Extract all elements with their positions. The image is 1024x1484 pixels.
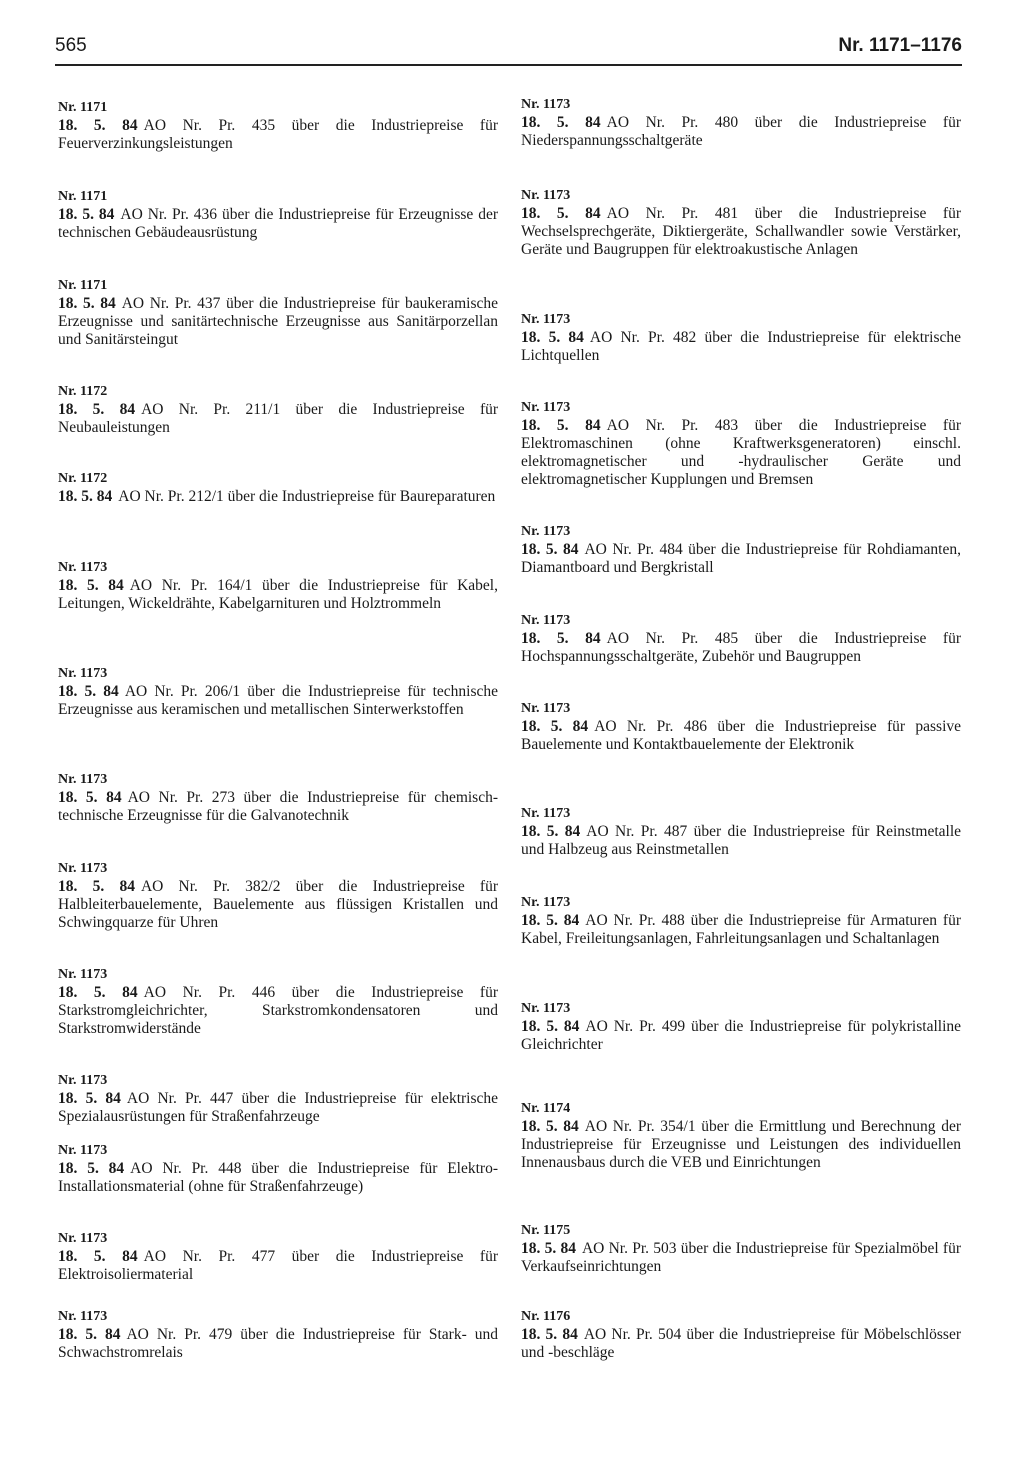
entry-number: Nr. 1173 — [58, 1231, 108, 1246]
entry-number: Nr. 1171 — [58, 189, 108, 204]
entry-text — [58, 577, 498, 613]
entry-date: 18. 5. 84 — [58, 683, 119, 700]
entry-date: 18. 5. 84 — [521, 1018, 580, 1035]
entry-number: Nr. 1174 — [521, 1101, 571, 1116]
entry-date: 18. 5. 84 — [58, 488, 113, 505]
entry-number: Nr. 1172 — [58, 471, 108, 486]
entry-date: 18. 5. 84 — [58, 206, 115, 223]
list-item — [58, 860, 498, 932]
entry-text — [521, 114, 961, 150]
list-item — [58, 559, 498, 613]
entry-title: AO Nr. Pr. 483 über die Industriepreise für Elektromaschinen (ohne Kraftwerksgeneratoren) einschl. elektromagnetischer und -hydraulischer Geräte und elektromagnetischer Kupplungen und Bremsen — [521, 417, 961, 488]
entry-title: AO Nr. Pr. 503 über die Industriepreise für Spezialmöbel für Verkaufseinrichtungen — [521, 1240, 961, 1275]
entry-date: 18. 5. 84 — [521, 205, 601, 222]
entry-text — [521, 1326, 961, 1362]
entry-text — [521, 205, 961, 259]
list-item — [58, 665, 498, 719]
entry-text — [58, 683, 498, 719]
entry-text — [58, 984, 498, 1038]
list-item — [521, 805, 961, 859]
list-item — [521, 894, 961, 948]
list-item — [521, 187, 961, 259]
list-item — [521, 1100, 961, 1172]
list-item — [58, 966, 498, 1038]
entry-number: Nr. 1173 — [521, 613, 571, 628]
entry-text — [58, 401, 498, 437]
entry-text — [58, 789, 498, 825]
entry-title: AO Nr. Pr. 504 über die Industriepreise für Möbelschlösser und -beschläge — [521, 1326, 962, 1361]
list-item — [521, 311, 961, 365]
entry-date: 18. 5. 84 — [58, 1248, 138, 1265]
entry-title: AO Nr. Pr. 211/1 über die Industriepreise für Neubauleistungen — [58, 401, 499, 436]
entry-title: AO Nr. Pr. 488 über die Industriepreise für Armaturen für Kabel, Freileitungsanlagen, Fahrleitungsanlagen und Schaltanlagen — [521, 912, 961, 947]
entry-number: Nr. 1173 — [521, 312, 571, 327]
entry-text — [58, 1326, 498, 1362]
entry-date: 18. 5. 84 — [58, 789, 122, 806]
entry-date: 18. 5. 84 — [521, 417, 601, 434]
entry-title: AO Nr. Pr. 448 über die Industriepreise für Elektro-Installationsmaterial (ohne für Straßenfahrzeuge) — [58, 1160, 498, 1195]
entry-date: 18. 5. 84 — [58, 401, 136, 418]
list-item — [58, 470, 498, 506]
entry-date: 18. 5. 84 — [521, 823, 581, 840]
entry-title: AO Nr. Pr. 482 über die Industriepreise für elektrische Lichtquellen — [521, 329, 962, 364]
entry-text — [58, 1248, 498, 1284]
entry-date: 18. 5. 84 — [521, 1326, 578, 1343]
entry-number: Nr. 1171 — [58, 278, 108, 293]
entry-text — [521, 329, 961, 365]
list-item — [521, 523, 961, 577]
entry-title: AO Nr. Pr. 212/1 über die Industriepreise für Baureparaturen — [118, 488, 496, 505]
list-item — [58, 188, 498, 242]
list-item — [521, 700, 961, 754]
entry-date: 18. 5. 84 — [58, 1090, 121, 1107]
list-item — [58, 1308, 498, 1362]
entry-text — [521, 912, 961, 948]
list-item — [521, 1000, 961, 1054]
entry-number: Nr. 1172 — [58, 384, 108, 399]
entry-date: 18. 5. 84 — [58, 984, 138, 1001]
entry-title: AO Nr. Pr. 437 über die Industriepreise für baukeramische Erzeugnisse und sanitärtechnische Erzeugnisse aus Sanitärporzellan und Sanitärsteingut — [58, 295, 498, 348]
entry-text — [58, 295, 498, 349]
list-item — [521, 1222, 961, 1276]
entry-number: Nr. 1176 — [521, 1309, 571, 1324]
entry-number: Nr. 1173 — [521, 188, 571, 203]
entry-number: Nr. 1173 — [58, 560, 108, 575]
entry-number: Nr. 1173 — [521, 701, 571, 716]
entry-text — [521, 1118, 961, 1172]
entry-number: Nr. 1173 — [521, 1001, 571, 1016]
entry-title: AO Nr. Pr. 481 über die Industriepreise für Wechselsprechgeräte, Diktiergeräte, Schallwandler sowie Verstärker, Geräte und Baugruppen für elektroakustische Anlagen — [521, 205, 961, 258]
entry-date: 18. 5. 84 — [58, 878, 135, 895]
entry-title: AO Nr. Pr. 435 über die Industriepreise für Feuerverzinkungsleistungen — [58, 117, 498, 152]
entry-title: AO Nr. Pr. 484 über die Industriepreise für Rohdiamanten, Diamantboard und Bergkristall — [521, 541, 961, 576]
entry-number: Nr. 1173 — [58, 967, 108, 982]
entry-text — [521, 1018, 961, 1054]
entry-title: AO Nr. Pr. 485 über die Industriepreise für Hochspannungsschaltgeräte, Zubehör und Baugruppen — [521, 630, 961, 665]
entry-date: 18. 5. 84 — [58, 1160, 125, 1177]
entry-title: AO Nr. Pr. 487 über die Industriepreise für Reinstmetalle und Halbzeug aus Reinstmetallen — [521, 823, 962, 858]
entry-number: Nr. 1171 — [58, 100, 108, 115]
entry-text — [521, 417, 961, 489]
list-item — [58, 771, 498, 825]
entry-text — [58, 1160, 498, 1196]
entry-date: 18. 5. 84 — [521, 329, 584, 346]
list-item — [58, 277, 498, 349]
list-item — [521, 612, 961, 666]
entry-number: Nr. 1173 — [58, 666, 108, 681]
entry-number: Nr. 1173 — [521, 97, 571, 112]
entry-number: Nr. 1173 — [58, 1073, 108, 1088]
entry-number: Nr. 1173 — [58, 1143, 108, 1158]
list-item — [58, 1072, 498, 1126]
entry-date: 18. 5. 84 — [521, 1240, 576, 1257]
entry-text — [521, 718, 961, 754]
list-item — [521, 399, 961, 489]
list-item — [58, 1142, 498, 1196]
entry-title: AO Nr. Pr. 354/1 über die Ermittlung und Berechnung der Industriepreise für Erzeugnisse und Leistungen des individuellen Innenausbaus durch die VEB und Einrichtungen — [521, 1118, 961, 1171]
entry-title: AO Nr. Pr. 164/1 über die Industriepreise für Kabel, Leitungen, Wickeldrähte, Kabelgarnituren und Holztrommeln — [58, 577, 498, 612]
entry-date: 18. 5. 84 — [521, 1118, 579, 1135]
entry-number: Nr. 1173 — [521, 806, 571, 821]
entry-range: Nr. 1171–1176 — [838, 35, 962, 56]
entry-number: Nr. 1173 — [58, 772, 108, 787]
entry-number: Nr. 1173 — [58, 1309, 108, 1324]
entry-text — [521, 541, 961, 577]
entry-text — [58, 1090, 498, 1126]
entry-title: AO Nr. Pr. 447 über die Industriepreise für elektrische Spezialausrüstungen für Straßenfahrzeuge — [58, 1090, 499, 1125]
list-item — [58, 99, 498, 153]
entry-text — [521, 1240, 961, 1276]
list-item — [521, 1308, 961, 1362]
entry-date: 18. 5. 84 — [521, 630, 601, 647]
entry-number: Nr. 1173 — [521, 400, 571, 415]
entry-title: AO Nr. Pr. 446 über die Industriepreise für Starkstromgleichrichter, Starkstromkondensatoren und Starkstromwiderstände — [58, 984, 498, 1037]
entry-number: Nr. 1173 — [521, 524, 571, 539]
entry-title: AO Nr. Pr. 382/2 über die Industriepreise für Halbleiterbauelemente, Bauelemente aus flüssigen Kristallen und Schwingquarze für Uhren — [58, 878, 498, 931]
entry-text — [58, 206, 498, 242]
entry-title: AO Nr. Pr. 436 über die Industriepreise für Erzeugnisse der technischen Gebäudeausrüstung — [58, 206, 499, 241]
entry-title: AO Nr. Pr. 477 über die Industriepreise für Elektroisoliermaterial — [58, 1248, 498, 1283]
list-item — [58, 383, 498, 437]
entry-title: AO Nr. Pr. 499 über die Industriepreise für polykristalline Gleichrichter — [521, 1018, 962, 1053]
entry-number: Nr. 1173 — [521, 895, 571, 910]
entry-number: Nr. 1173 — [58, 861, 108, 876]
entry-title: AO Nr. Pr. 486 über die Industriepreise für passive Bauelemente und Kontaktbauelemente der Elektronik — [521, 718, 962, 753]
entry-text — [58, 488, 498, 506]
entry-title: AO Nr. Pr. 480 über die Industriepreise für Niederspannungsschaltgeräte — [521, 114, 961, 149]
entry-date: 18. 5. 84 — [58, 1326, 121, 1343]
list-item — [521, 96, 961, 150]
entry-text — [521, 630, 961, 666]
entry-date: 18. 5. 84 — [521, 541, 579, 558]
entry-date: 18. 5. 84 — [58, 295, 116, 312]
entry-title: AO Nr. Pr. 479 über die Industriepreise für Stark- und Schwachstromrelais — [58, 1326, 498, 1361]
entry-date: 18. 5. 84 — [521, 912, 580, 929]
entry-date: 18. 5. 84 — [58, 577, 124, 594]
entry-text — [521, 823, 961, 859]
entry-date: 18. 5. 84 — [521, 114, 601, 131]
entry-number: Nr. 1175 — [521, 1223, 571, 1238]
entry-title: AO Nr. Pr. 273 über die Industriepreise für chemisch-technische Erzeugnisse für die Galvanotechnik — [58, 789, 499, 824]
entry-text — [58, 117, 498, 153]
entry-date: 18. 5. 84 — [521, 718, 589, 735]
entry-title: AO Nr. Pr. 206/1 über die Industriepreise für technische Erzeugnisse aus keramischen und metallischen Sinterwerkstoffen — [58, 683, 498, 718]
entry-text — [58, 878, 498, 932]
list-item — [58, 1230, 498, 1284]
page-number: 565 — [55, 35, 87, 56]
entry-date: 18. 5. 84 — [58, 117, 138, 134]
page-header — [55, 34, 962, 66]
